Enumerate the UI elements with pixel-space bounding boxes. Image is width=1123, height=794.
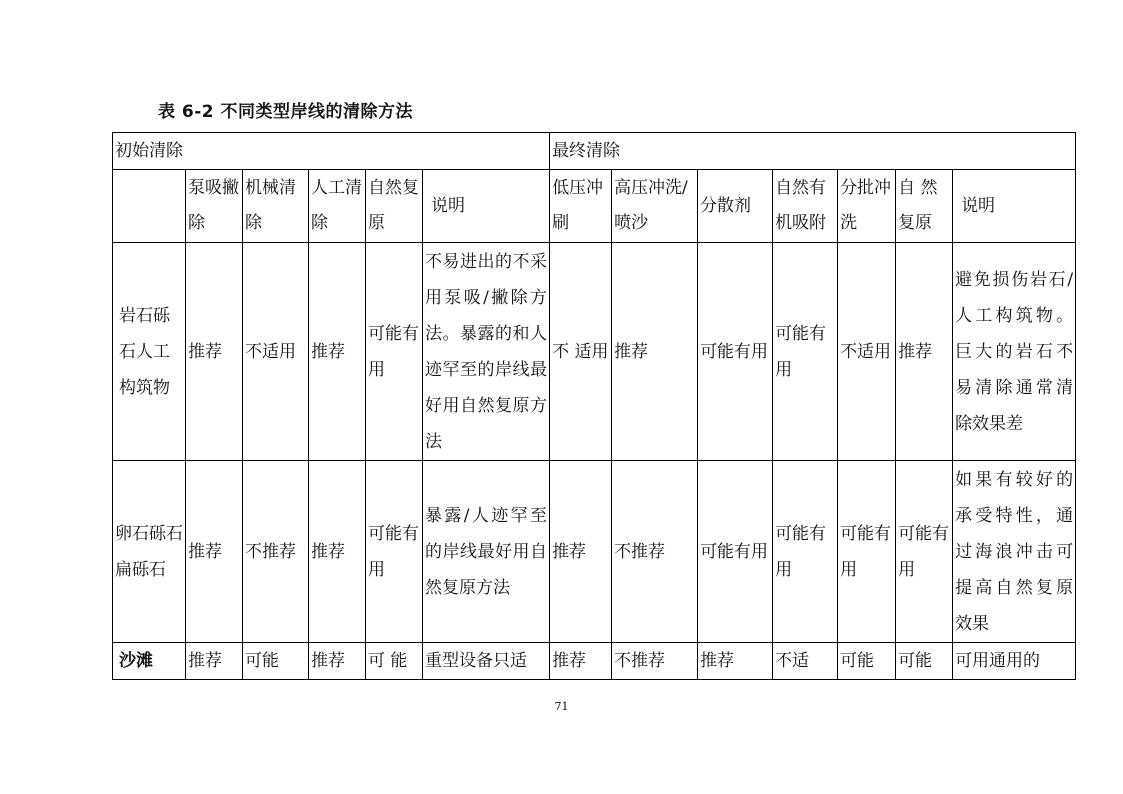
table-cell: 推荐 — [550, 461, 612, 643]
column-header-row — [113, 170, 1076, 243]
col-header: 说明 — [953, 170, 1076, 243]
table-cell: 推荐 — [309, 461, 366, 643]
col-header: 低压冲刷 — [550, 170, 612, 243]
table-cell: 可用通用的 — [953, 643, 1076, 680]
table-cell: 不适用 — [243, 243, 309, 461]
shore-type-label: 沙滩 — [113, 643, 186, 680]
table-cell: 可能有用 — [838, 461, 896, 643]
col-header: 人工清除 — [309, 170, 366, 243]
table-cell: 可能有用 — [366, 243, 423, 461]
col-header: 高压冲洗/喷沙 — [612, 170, 698, 243]
table-cell: 可能有用 — [773, 461, 838, 643]
table-caption: 表 6-2 不同类型岸线的清除方法 — [158, 102, 414, 122]
table-cell: 可能有用 — [773, 243, 838, 461]
table-cell: 暴露/人迹罕至的岸线最好用自然复原方法 — [423, 461, 550, 643]
table-cell: 避免损伤岩石/人工构筑物。巨大的岩石不易清除通常清除效果差 — [953, 243, 1076, 461]
table-cell: 不 适用 — [550, 243, 612, 461]
table-cell: 可 能 — [366, 643, 423, 680]
col-header: 分批冲洗 — [838, 170, 896, 243]
col-header: 分散剂 — [698, 170, 773, 243]
table-row — [113, 461, 1076, 643]
table-row — [113, 243, 1076, 461]
table-cell: 不适 — [773, 643, 838, 680]
table-cell: 不推荐 — [243, 461, 309, 643]
table-cell: 推荐 — [896, 243, 953, 461]
table-cell: 不推荐 — [612, 461, 698, 643]
table-cell: 推荐 — [698, 643, 773, 680]
corner-cell — [113, 170, 186, 243]
section-header-row — [113, 133, 1076, 170]
table-cell: 重型设备只适 — [423, 643, 550, 680]
table-cell: 推荐 — [550, 643, 612, 680]
col-header: 说明 — [423, 170, 550, 243]
table-cell: 可能 — [838, 643, 896, 680]
col-header: 自然复原 — [366, 170, 423, 243]
table-cell: 不易进出的不采用泵吸/撇除方法。暴露的和人迹罕至的岸线最好用自然复原方法 — [423, 243, 550, 461]
section-final-cleanup: 最终清除 — [550, 133, 1076, 170]
table-cell: 可能有用 — [698, 461, 773, 643]
table-cell: 推荐 — [186, 243, 243, 461]
table-cell: 推荐 — [309, 243, 366, 461]
table-cell: 如果有较好的承受特性，通过海浪冲击可提高自然复原效果 — [953, 461, 1076, 643]
col-header: 自然有机吸附 — [773, 170, 838, 243]
col-header: 泵吸撇除 — [186, 170, 243, 243]
table-cell: 可能 — [896, 643, 953, 680]
table-cell: 可能有用 — [366, 461, 423, 643]
table-cell: 不适用 — [838, 243, 896, 461]
cleanup-methods-table — [112, 132, 1076, 680]
shore-type-label: 卵石砾石扁砾石 — [113, 461, 186, 643]
shore-type-label: 岩石砾石人工构筑物 — [113, 243, 186, 461]
table-cell: 可能有用 — [698, 243, 773, 461]
table-cell: 推荐 — [309, 643, 366, 680]
table-cell: 推荐 — [186, 643, 243, 680]
table-row — [113, 643, 1076, 680]
col-header: 自 然复原 — [896, 170, 953, 243]
table-cell: 推荐 — [186, 461, 243, 643]
table-cell: 推荐 — [612, 243, 698, 461]
section-initial-cleanup: 初始清除 — [113, 133, 550, 170]
table-cell: 不推荐 — [612, 643, 698, 680]
col-header: 机械清除 — [243, 170, 309, 243]
table-cell: 可能有用 — [896, 461, 953, 643]
page-number: 71 — [554, 700, 569, 713]
table-cell: 可能 — [243, 643, 309, 680]
